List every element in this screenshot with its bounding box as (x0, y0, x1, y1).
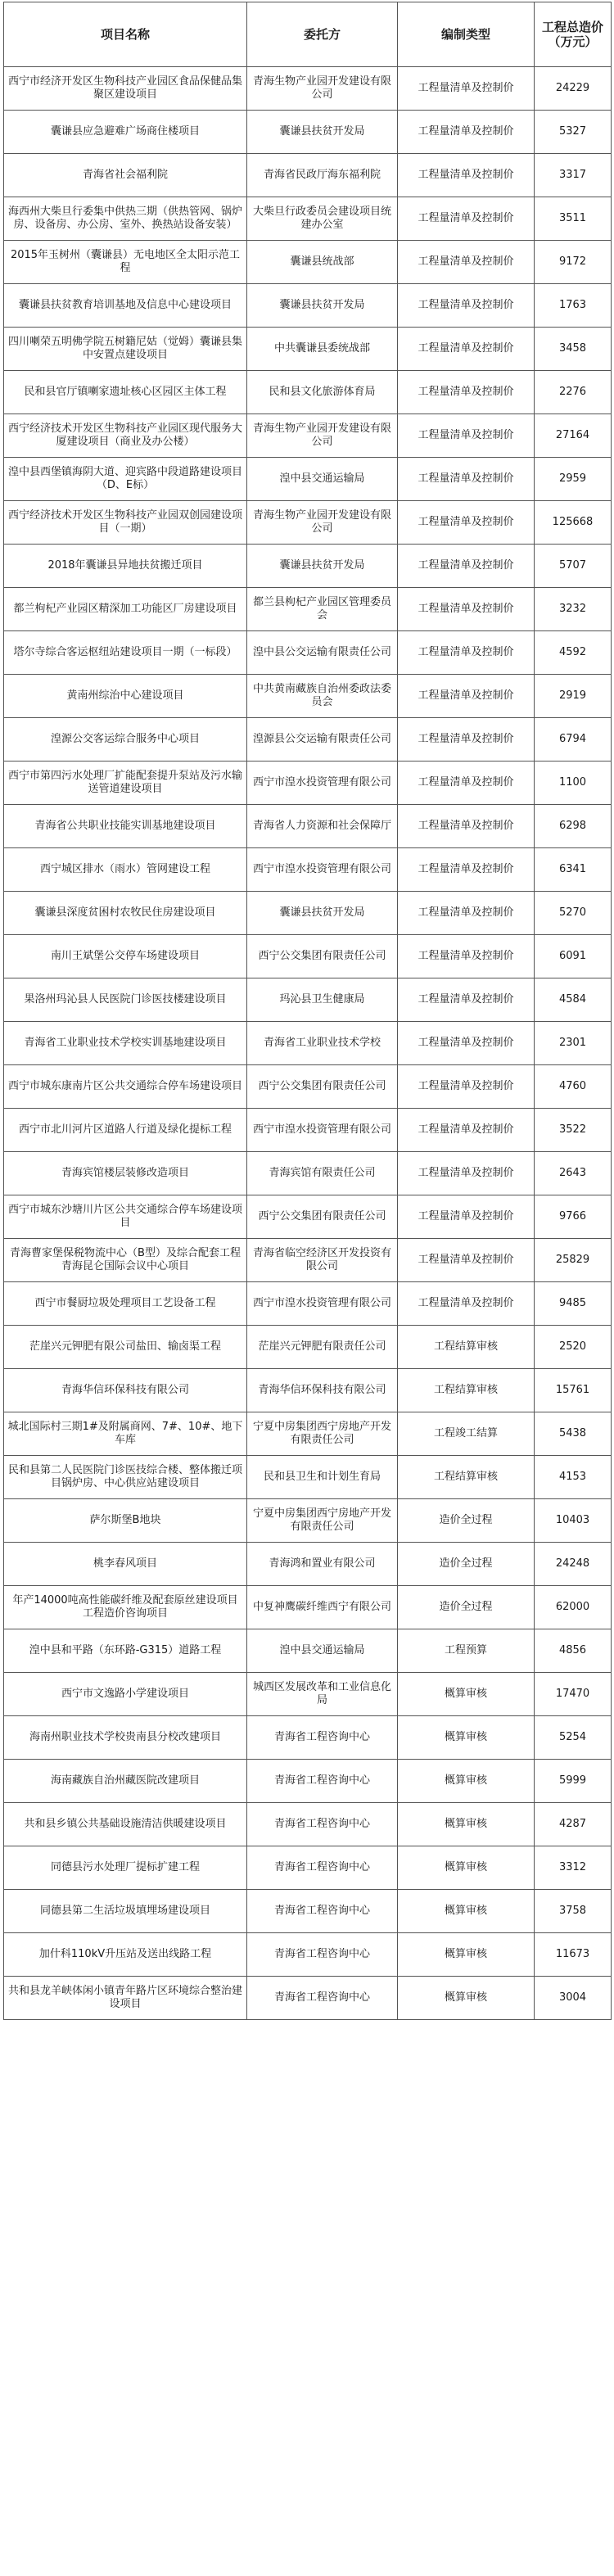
cell-compile-type: 造价全过程 (398, 1499, 535, 1543)
table-row (4, 458, 612, 501)
cell-client: 都兰县枸杞产业园区管理委员会 (247, 588, 398, 631)
cell-client: 大柴旦行政委员会建设项目统建办公室 (247, 197, 398, 241)
header-client: 委托方 (247, 2, 398, 67)
table-row (4, 1239, 612, 1282)
cell-project-name: 西宁市文逸路小学建设项目 (4, 1673, 247, 1716)
cell-total-cost: 1763 (535, 284, 612, 328)
cell-client: 青海省工程咨询中心 (247, 1760, 398, 1803)
table-row (4, 1326, 612, 1369)
cell-total-cost: 5270 (535, 892, 612, 935)
cell-project-name: 囊谦县扶贫教育培训基地及信息中心建设项目 (4, 284, 247, 328)
table-row (4, 588, 612, 631)
table-row (4, 1456, 612, 1499)
cell-project-name: 都兰枸杞产业园区精深加工功能区厂房建设项目 (4, 588, 247, 631)
cell-project-name: 湟源公交客运综合服务中心项目 (4, 718, 247, 762)
cell-project-name: 同德县第二生活垃圾填埋场建设项目 (4, 1890, 247, 1933)
cell-project-name: 民和县第二人民医院门诊医技综合楼、整体搬迁项目锅炉房、中心供应站建设项目 (4, 1456, 247, 1499)
table-row (4, 1890, 612, 1933)
cell-total-cost: 17470 (535, 1673, 612, 1716)
cell-total-cost: 11673 (535, 1933, 612, 1977)
cell-project-name: 西宁市餐厨垃圾处理项目工艺设备工程 (4, 1282, 247, 1326)
cell-client: 青海宾馆有限责任公司 (247, 1152, 398, 1195)
cell-total-cost: 4760 (535, 1065, 612, 1109)
cell-client: 茫崖兴元钾肥有限责任公司 (247, 1326, 398, 1369)
table-row (4, 1412, 612, 1456)
cell-compile-type: 工程量清单及控制价 (398, 371, 535, 414)
table-row (4, 241, 612, 284)
cell-client: 青海省工程咨询中心 (247, 1803, 398, 1846)
cell-compile-type: 工程量清单及控制价 (398, 1152, 535, 1195)
cell-compile-type: 工程量清单及控制价 (398, 197, 535, 241)
cell-compile-type: 工程量清单及控制价 (398, 588, 535, 631)
cell-compile-type: 工程量清单及控制价 (398, 892, 535, 935)
cell-client: 青海省工程咨询中心 (247, 1933, 398, 1977)
cell-project-name: 共和县乡镇公共基础设施清洁供暖建设项目 (4, 1803, 247, 1846)
cell-total-cost: 4584 (535, 978, 612, 1022)
table-row (4, 371, 612, 414)
project-table (3, 2, 612, 2020)
cell-total-cost: 4153 (535, 1456, 612, 1499)
cell-project-name: 青海省公共职业技能实训基地建设项目 (4, 805, 247, 848)
cell-compile-type: 工程量清单及控制价 (398, 762, 535, 805)
cell-total-cost: 15761 (535, 1369, 612, 1412)
cell-project-name: 囊谦县深度贫困村农牧民住房建设项目 (4, 892, 247, 935)
cell-project-name: 囊谦县应急避难广场商住楼项目 (4, 111, 247, 154)
table-row (4, 197, 612, 241)
cell-total-cost: 3511 (535, 197, 612, 241)
cell-client: 囊谦县扶贫开发局 (247, 111, 398, 154)
cell-total-cost: 125668 (535, 501, 612, 545)
cell-compile-type: 造价全过程 (398, 1586, 535, 1629)
table-row (4, 631, 612, 675)
cell-total-cost: 2919 (535, 675, 612, 718)
table-row (4, 1152, 612, 1195)
cell-client: 囊谦县扶贫开发局 (247, 284, 398, 328)
cell-total-cost: 3004 (535, 1977, 612, 2020)
cell-compile-type: 工程量清单及控制价 (398, 935, 535, 978)
cell-client: 青海鸿和置业有限公司 (247, 1543, 398, 1586)
cell-compile-type: 工程结算审核 (398, 1369, 535, 1412)
cell-project-name: 南川王斌堡公交停车场建设项目 (4, 935, 247, 978)
cell-client: 青海省工业职业技术学校 (247, 1022, 398, 1065)
cell-client: 青海生物产业园开发建设有限公司 (247, 501, 398, 545)
table-row (4, 111, 612, 154)
table-row (4, 1629, 612, 1673)
cell-client: 青海省民政厅海东福利院 (247, 154, 398, 197)
cell-compile-type: 工程量清单及控制价 (398, 1282, 535, 1326)
cell-project-name: 2015年玉树州（囊谦县）无电地区全太阳示范工程 (4, 241, 247, 284)
cell-project-name: 塔尔寺综合客运枢纽站建设项目一期（一标段） (4, 631, 247, 675)
cell-client: 城西区发展改革和工业信息化局 (247, 1673, 398, 1716)
cell-project-name: 青海省工业职业技术学校实训基地建设项目 (4, 1022, 247, 1065)
table-row (4, 762, 612, 805)
cell-compile-type: 工程结算审核 (398, 1456, 535, 1499)
cell-client: 湟中县公交运输有限责任公司 (247, 631, 398, 675)
table-row (4, 414, 612, 458)
cell-compile-type: 工程量清单及控制价 (398, 284, 535, 328)
cell-client: 青海省工程咨询中心 (247, 1716, 398, 1760)
table-row (4, 1109, 612, 1152)
table-row (4, 545, 612, 588)
cell-project-name: 西宁经济技术开发区生物科技产业园双创园建设项目（一期） (4, 501, 247, 545)
cell-project-name: 民和县官厅镇喇家遗址核心区园区主体工程 (4, 371, 247, 414)
cell-client: 青海省人力资源和社会保障厅 (247, 805, 398, 848)
table-row (4, 1499, 612, 1543)
cell-compile-type: 概算审核 (398, 1760, 535, 1803)
cell-total-cost: 9485 (535, 1282, 612, 1326)
cell-client: 青海生物产业园开发建设有限公司 (247, 67, 398, 111)
table-row (4, 892, 612, 935)
cell-total-cost: 3317 (535, 154, 612, 197)
cell-total-cost: 5707 (535, 545, 612, 588)
cell-total-cost: 9766 (535, 1195, 612, 1239)
cell-total-cost: 4592 (535, 631, 612, 675)
cell-client: 西宁公交集团有限责任公司 (247, 935, 398, 978)
table-row (4, 1065, 612, 1109)
cell-total-cost: 1100 (535, 762, 612, 805)
cell-compile-type: 工程量清单及控制价 (398, 67, 535, 111)
cell-total-cost: 2276 (535, 371, 612, 414)
cell-total-cost: 5438 (535, 1412, 612, 1456)
cell-client: 玛沁县卫生健康局 (247, 978, 398, 1022)
table-row (4, 1846, 612, 1890)
table-row (4, 1977, 612, 2020)
table-row (4, 675, 612, 718)
cell-compile-type: 工程量清单及控制价 (398, 631, 535, 675)
cell-client: 青海省工程咨询中心 (247, 1890, 398, 1933)
cell-project-name: 西宁经济技术开发区生物科技产业园区现代服务大厦建设项目（商业及办公楼） (4, 414, 247, 458)
table-header (4, 2, 612, 67)
cell-total-cost: 6794 (535, 718, 612, 762)
cell-compile-type: 工程量清单及控制价 (398, 414, 535, 458)
cell-client: 民和县文化旅游体育局 (247, 371, 398, 414)
cell-client: 湟中县交通运输局 (247, 1629, 398, 1673)
cell-compile-type: 工程量清单及控制价 (398, 1022, 535, 1065)
cell-client: 青海省工程咨询中心 (247, 1977, 398, 2020)
table-row (4, 1543, 612, 1586)
cell-compile-type: 工程量清单及控制价 (398, 1065, 535, 1109)
cell-total-cost: 2301 (535, 1022, 612, 1065)
cell-compile-type: 概算审核 (398, 1977, 535, 2020)
cell-compile-type: 工程量清单及控制价 (398, 545, 535, 588)
cell-total-cost: 10403 (535, 1499, 612, 1543)
cell-client: 西宁市湟水投资管理有限公司 (247, 1282, 398, 1326)
table-row (4, 1760, 612, 1803)
cell-compile-type: 工程量清单及控制价 (398, 111, 535, 154)
table-row (4, 848, 612, 892)
table-row (4, 935, 612, 978)
table-row (4, 978, 612, 1022)
cell-project-name: 萨尔斯堡B地块 (4, 1499, 247, 1543)
table-row (4, 284, 612, 328)
cell-total-cost: 6298 (535, 805, 612, 848)
cell-compile-type: 工程量清单及控制价 (398, 154, 535, 197)
cell-compile-type: 造价全过程 (398, 1543, 535, 1586)
cell-project-name: 青海宾馆楼层装修改造项目 (4, 1152, 247, 1195)
cell-total-cost: 3522 (535, 1109, 612, 1152)
cell-compile-type: 工程量清单及控制价 (398, 241, 535, 284)
cell-project-name: 同德县污水处理厂提标扩建工程 (4, 1846, 247, 1890)
cell-client: 囊谦县扶贫开发局 (247, 545, 398, 588)
cell-client: 西宁公交集团有限责任公司 (247, 1195, 398, 1239)
cell-compile-type: 概算审核 (398, 1890, 535, 1933)
table-row (4, 1282, 612, 1326)
cell-client: 青海华信环保科技有限公司 (247, 1369, 398, 1412)
cell-total-cost: 5999 (535, 1760, 612, 1803)
cell-total-cost: 2520 (535, 1326, 612, 1369)
header-row (4, 2, 612, 67)
table-body (4, 67, 612, 2020)
cell-compile-type: 工程量清单及控制价 (398, 978, 535, 1022)
cell-total-cost: 27164 (535, 414, 612, 458)
cell-total-cost: 6091 (535, 935, 612, 978)
cell-project-name: 加什科110kV升压站及送出线路工程 (4, 1933, 247, 1977)
cell-total-cost: 4287 (535, 1803, 612, 1846)
cell-total-cost: 5254 (535, 1716, 612, 1760)
cell-total-cost: 6341 (535, 848, 612, 892)
cell-project-name: 海南州职业技术学校贵南县分校改建项目 (4, 1716, 247, 1760)
cell-client: 宁夏中房集团西宁房地产开发有限责任公司 (247, 1412, 398, 1456)
table-row (4, 1673, 612, 1716)
cell-project-name: 西宁市经济开发区生物科技产业园区食品保健品集聚区建设项目 (4, 67, 247, 111)
cell-total-cost: 2643 (535, 1152, 612, 1195)
cell-project-name: 黄南州综治中心建设项目 (4, 675, 247, 718)
cell-compile-type: 工程竣工结算 (398, 1412, 535, 1456)
cell-compile-type: 工程量清单及控制价 (398, 805, 535, 848)
cell-client: 西宁市湟水投资管理有限公司 (247, 762, 398, 805)
cell-client: 中复神鹰碳纤维西宁有限公司 (247, 1586, 398, 1629)
cell-client: 中共囊谦县委统战部 (247, 328, 398, 371)
cell-compile-type: 工程量清单及控制价 (398, 1195, 535, 1239)
cell-total-cost: 3458 (535, 328, 612, 371)
table-row (4, 805, 612, 848)
cell-compile-type: 工程预算 (398, 1629, 535, 1673)
cell-total-cost: 3312 (535, 1846, 612, 1890)
cell-total-cost: 24229 (535, 67, 612, 111)
table-row (4, 1586, 612, 1629)
cell-project-name: 共和县龙羊峡体闲小镇青年路片区环境综合整治建设项目 (4, 1977, 247, 2020)
cell-client: 西宁市湟水投资管理有限公司 (247, 1109, 398, 1152)
table-row (4, 67, 612, 111)
cell-project-name: 年产14000吨高性能碳纤维及配套原丝建设项目工程造价咨询项目 (4, 1586, 247, 1629)
cell-client: 宁夏中房集团西宁房地产开发有限责任公司 (247, 1499, 398, 1543)
cell-total-cost: 25829 (535, 1239, 612, 1282)
header-compile-type: 编制类型 (398, 2, 535, 67)
table-row (4, 1803, 612, 1846)
table-row (4, 328, 612, 371)
cell-total-cost: 9172 (535, 241, 612, 284)
table-row (4, 1369, 612, 1412)
cell-client: 青海省工程咨询中心 (247, 1846, 398, 1890)
cell-compile-type: 概算审核 (398, 1803, 535, 1846)
cell-compile-type: 工程量清单及控制价 (398, 328, 535, 371)
cell-compile-type: 工程结算审核 (398, 1326, 535, 1369)
cell-project-name: 西宁市城东康南片区公共交通综合停车场建设项目 (4, 1065, 247, 1109)
cell-client: 西宁公交集团有限责任公司 (247, 1065, 398, 1109)
cell-client: 湟中县交通运输局 (247, 458, 398, 501)
cell-client: 囊谦县扶贫开发局 (247, 892, 398, 935)
cell-project-name: 青海省社会福利院 (4, 154, 247, 197)
cell-project-name: 桃李春风项目 (4, 1543, 247, 1586)
cell-compile-type: 工程量清单及控制价 (398, 675, 535, 718)
cell-project-name: 城北国际村三期1#及附属商网、7#、10#、地下车库 (4, 1412, 247, 1456)
header-project-name: 项目名称 (4, 2, 247, 67)
cell-compile-type: 概算审核 (398, 1933, 535, 1977)
cell-project-name: 西宁市第四污水处理厂扩能配套提升泵站及污水输送管道建设项目 (4, 762, 247, 805)
cell-client: 西宁市湟水投资管理有限公司 (247, 848, 398, 892)
table-row (4, 1933, 612, 1977)
cell-project-name: 西宁城区排水（雨水）管网建设工程 (4, 848, 247, 892)
cell-total-cost: 5327 (535, 111, 612, 154)
table-row (4, 154, 612, 197)
cell-project-name: 湟中县和平路（东环路-G315）道路工程 (4, 1629, 247, 1673)
cell-compile-type: 工程量清单及控制价 (398, 718, 535, 762)
table-row (4, 718, 612, 762)
cell-project-name: 海西州大柴旦行委集中供热三期（供热管网、锅炉房、设备房、办公房、室外、换热站设备安装） (4, 197, 247, 241)
cell-project-name: 2018年囊谦县异地扶贫搬迁项目 (4, 545, 247, 588)
table-row (4, 1022, 612, 1065)
cell-total-cost: 24248 (535, 1543, 612, 1586)
cell-total-cost: 3758 (535, 1890, 612, 1933)
cell-compile-type: 工程量清单及控制价 (398, 501, 535, 545)
cell-project-name: 茫崖兴元钾肥有限公司盐田、输卤渠工程 (4, 1326, 247, 1369)
cell-project-name: 四川喇荣五明佛学院五树籍尼姑（觉姆）囊谦县集中安置点建设项目 (4, 328, 247, 371)
cell-project-name: 青海华信环保科技有限公司 (4, 1369, 247, 1412)
cell-compile-type: 概算审核 (398, 1716, 535, 1760)
cell-project-name: 海南藏族自治州藏医院改建项目 (4, 1760, 247, 1803)
cell-project-name: 果洛州玛沁县人民医院门诊医技楼建设项目 (4, 978, 247, 1022)
cell-compile-type: 概算审核 (398, 1846, 535, 1890)
cell-project-name: 湟中县西堡镇海阴大道、迎宾路中段道路建设项目（D、E标） (4, 458, 247, 501)
cell-total-cost: 2959 (535, 458, 612, 501)
cell-compile-type: 工程量清单及控制价 (398, 458, 535, 501)
cell-compile-type: 工程量清单及控制价 (398, 1109, 535, 1152)
cell-project-name: 西宁市北川河片区道路人行道及绿化提标工程 (4, 1109, 247, 1152)
cell-compile-type: 工程量清单及控制价 (398, 1239, 535, 1282)
cell-client: 湟源县公交运输有限责任公司 (247, 718, 398, 762)
table-row (4, 1195, 612, 1239)
cell-total-cost: 62000 (535, 1586, 612, 1629)
cell-total-cost: 3232 (535, 588, 612, 631)
cell-total-cost: 4856 (535, 1629, 612, 1673)
header-total-cost: 工程总造价（万元） (535, 2, 612, 67)
table-row (4, 1716, 612, 1760)
cell-client: 青海生物产业园开发建设有限公司 (247, 414, 398, 458)
cell-client: 民和县卫生和计划生育局 (247, 1456, 398, 1499)
cell-project-name: 西宁市城东沙塘川片区公共交通综合停车场建设项目 (4, 1195, 247, 1239)
cell-client: 青海省临空经济区开发投资有限公司 (247, 1239, 398, 1282)
table-row (4, 501, 612, 545)
cell-client: 囊谦县统战部 (247, 241, 398, 284)
cell-compile-type: 工程量清单及控制价 (398, 848, 535, 892)
cell-project-name: 青海曹家堡保税物流中心（B型）及综合配套工程青海昆仑国际会议中心项目 (4, 1239, 247, 1282)
cell-compile-type: 概算审核 (398, 1673, 535, 1716)
cell-client: 中共黄南藏族自治州委政法委员会 (247, 675, 398, 718)
